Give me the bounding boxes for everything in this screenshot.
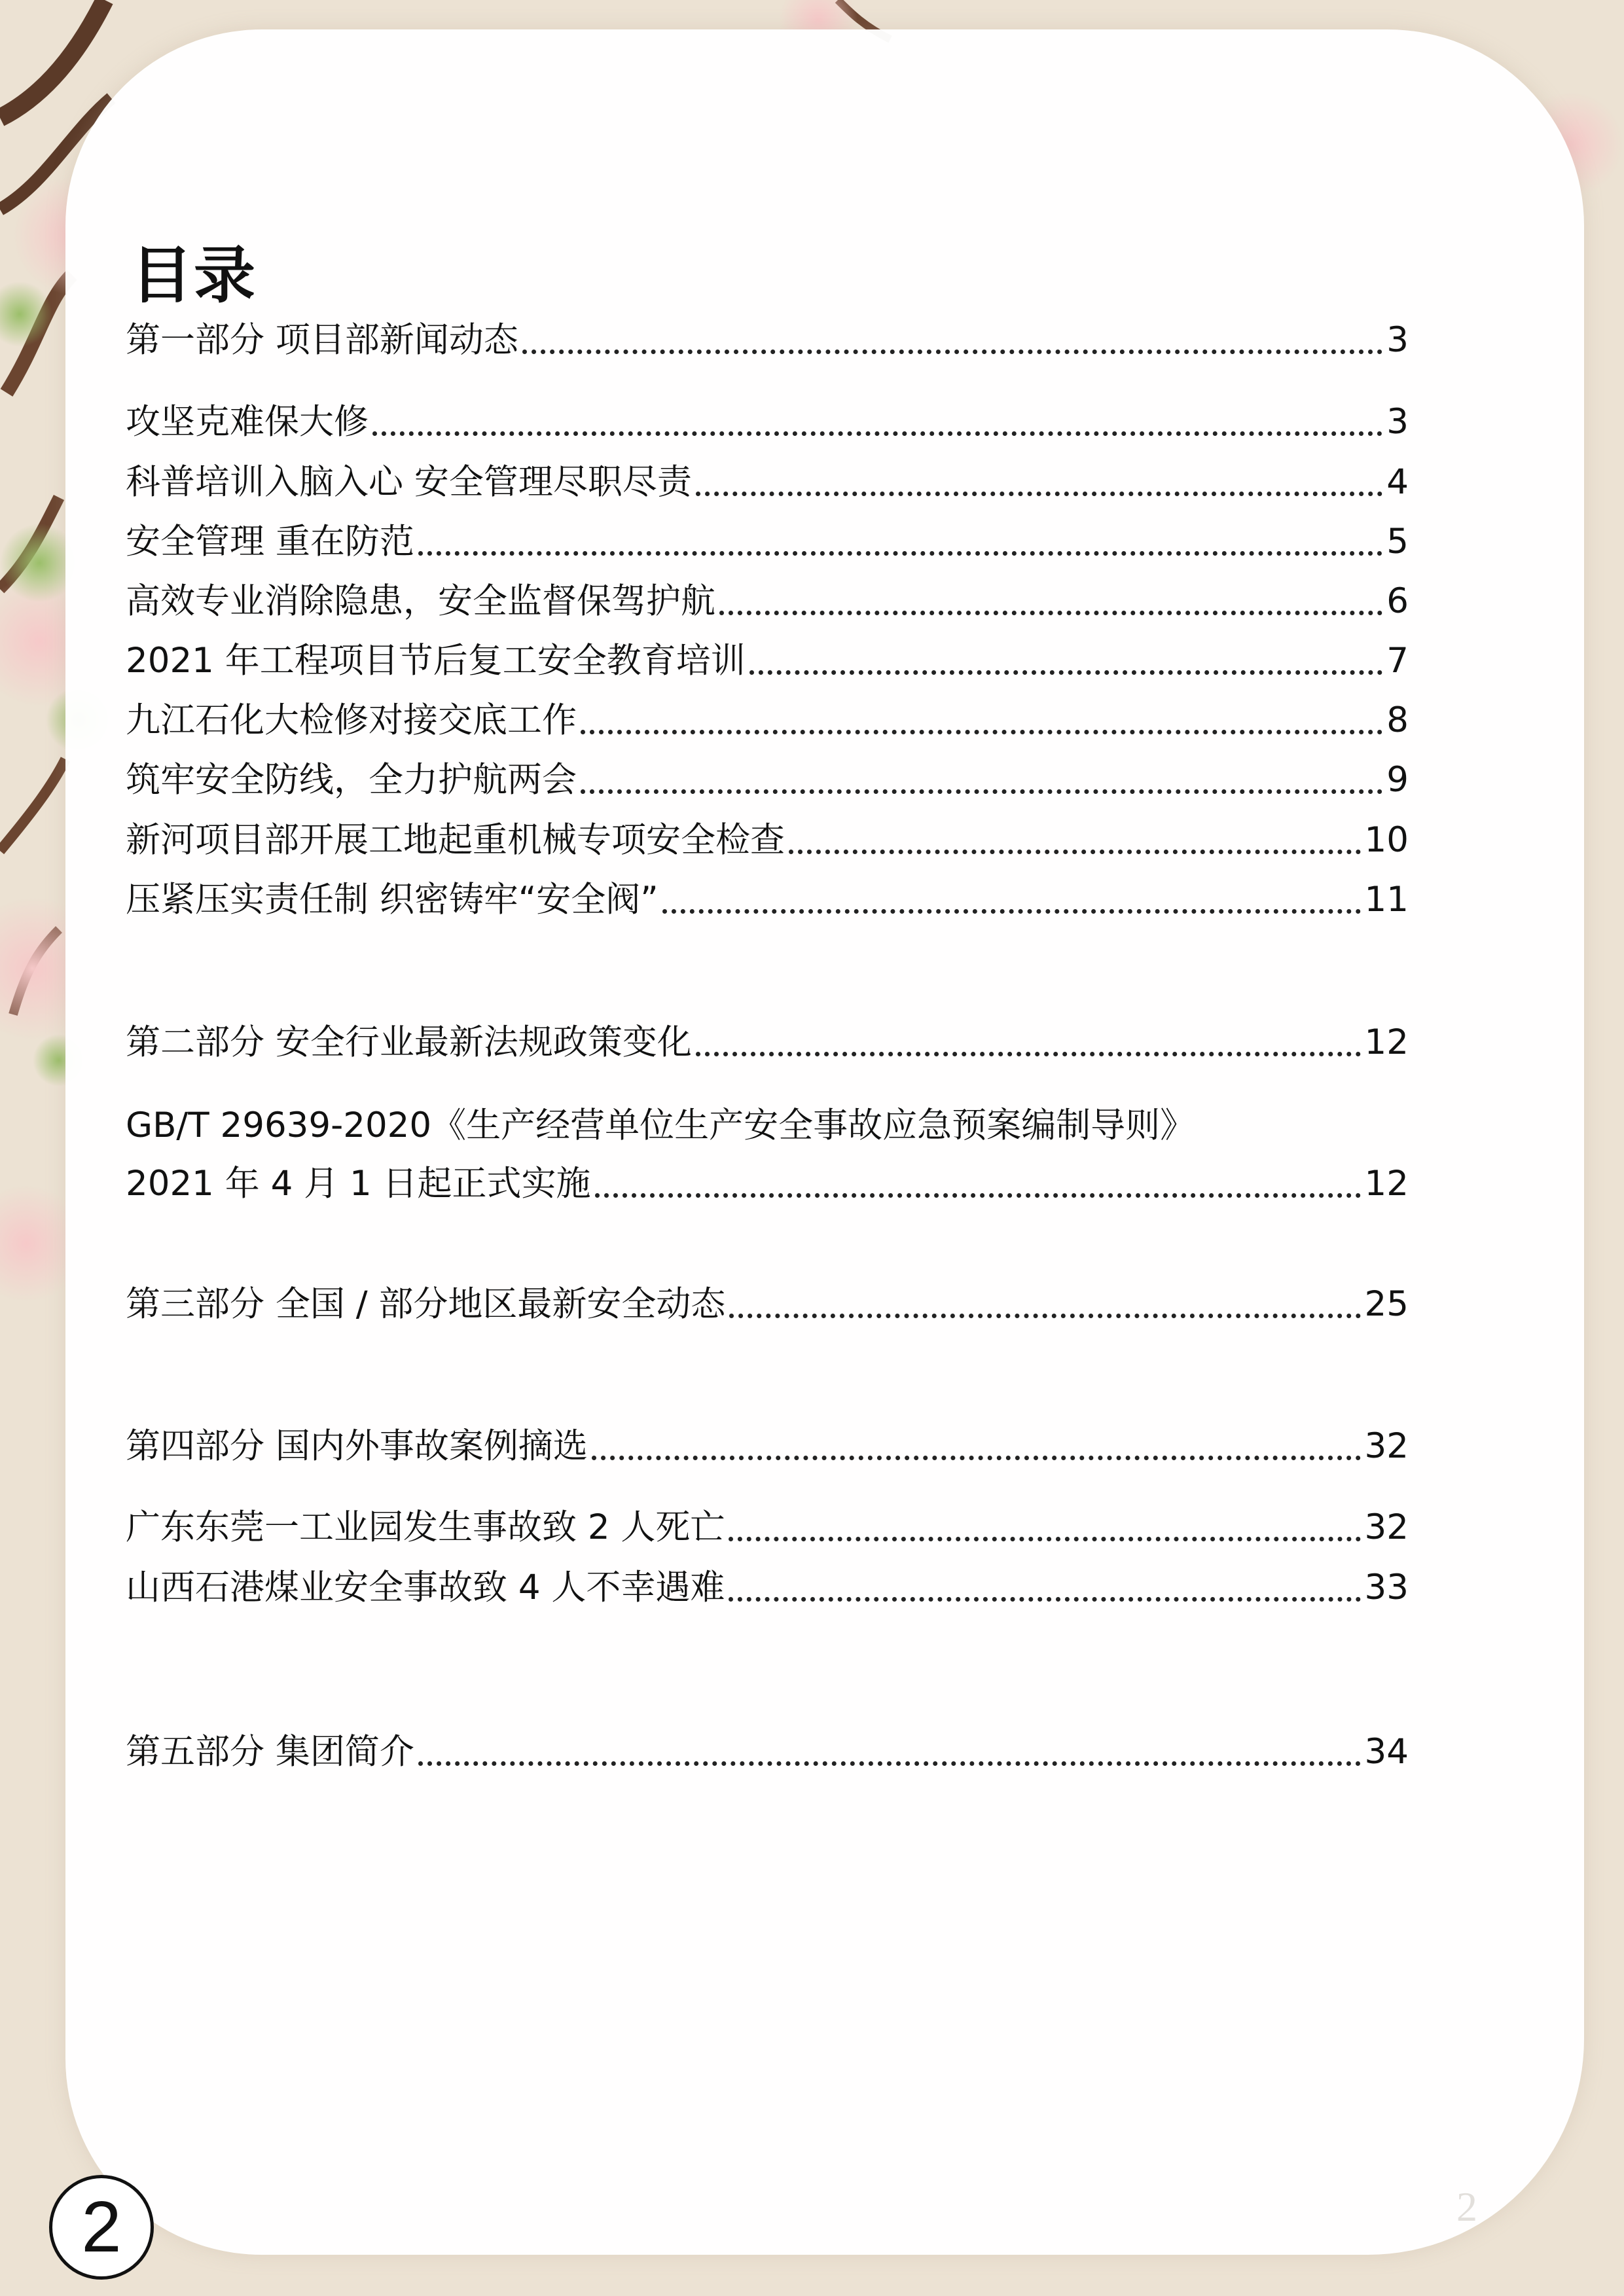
toc-entry[interactable] [126,817,1409,863]
toc-leader-dots [696,1052,1361,1056]
toc-entry-page: 3 [1386,320,1409,360]
toc-leader-dots [418,551,1382,556]
toc-leader-dots [729,1314,1360,1318]
toc-entry-title: 第三部分 全国 / 部分地区最新安全动态 [126,1284,726,1324]
toc-entry-title: 2021 年工程项目节后复工安全教育培训 [126,641,746,681]
toc-leader-dots [522,350,1382,354]
toc-leader-dots [729,1537,1360,1541]
toc-leader-dots [789,850,1361,854]
toc-entry[interactable] [126,757,1409,803]
toc-leader-dots [581,730,1382,734]
page-title: 目录 [131,240,257,312]
toc-leader-dots [418,1761,1361,1766]
toc-entry[interactable] [126,459,1409,505]
toc-entry-title: 九江石化大检修对接交底工作 [126,700,577,740]
toc-entry[interactable] [126,698,1409,744]
toc-leader-dots [696,492,1382,496]
toc-entry-page: 12 [1364,1164,1409,1204]
toc-entry-title: 第四部分 国内外事故案例摘选 [126,1426,588,1466]
toc-entry-page: 12 [1364,1022,1409,1062]
toc-entry-page: 4 [1386,462,1409,502]
toc-entry[interactable] [126,579,1409,624]
toc-entry[interactable] [126,1161,1409,1207]
toc-entry[interactable] [126,877,1409,923]
toc-entry-title-line1[interactable]: GB/T 29639-2020《生产经营单位生产安全事故应急预案编制导则》 [126,1105,1195,1145]
toc-entry-title: 山西石港煤业安全事故致 4 人不幸遇难 [126,1568,725,1607]
toc-entry-title: 第一部分 项目部新闻动态 [126,320,518,360]
toc-leader-dots [592,1456,1361,1460]
toc-leader-dots [595,1193,1361,1198]
toc-entry-title: 广东东莞一工业园发生事故致 2 人死亡 [126,1507,725,1547]
toc-entry-page: 25 [1364,1284,1409,1324]
toc-entry-part1[interactable] [126,317,1409,363]
toc-entry-page: 11 [1364,880,1409,920]
toc-entry-part2[interactable] [126,1020,1409,1066]
table-of-contents [126,0,1409,2296]
toc-leader-dots [372,431,1382,436]
toc-entry-page: 33 [1364,1568,1409,1607]
toc-entry-part3[interactable] [126,1282,1409,1327]
toc-entry[interactable] [126,399,1409,445]
toc-entry-title: 科普培训入脑入心 安全管理尽职尽责 [126,462,692,502]
toc-leader-dots [729,1597,1360,1602]
toc-entry-page: 32 [1364,1507,1409,1547]
toc-entry-page: 7 [1386,641,1409,681]
toc-entry-title: 攻坚克难保大修 [126,402,369,442]
toc-entry[interactable] [126,1505,1409,1551]
toc-entry-page: 8 [1386,700,1409,740]
toc-leader-dots [719,611,1382,615]
toc-leader-dots [581,789,1382,794]
toc-entry-title: 高效专业消除隐患，安全监督保驾护航 [126,581,715,621]
toc-entry-part4[interactable] [126,1424,1409,1469]
faint-page-number: 2 [1456,2183,1477,2230]
toc-entry-page: 9 [1386,760,1409,800]
toc-entry-title: 安全管理 重在防范 [126,522,414,562]
toc-entry-page: 32 [1364,1426,1409,1466]
toc-entry-page: 34 [1364,1732,1409,1772]
toc-entry-page: 10 [1364,820,1409,860]
toc-entry-page: 5 [1386,522,1409,562]
toc-entry-page: 3 [1386,402,1409,442]
toc-entry[interactable] [126,519,1409,565]
toc-leader-dots [662,909,1361,914]
toc-entry-title: 压紧压实责任制 织密铸牢“安全阀” [126,880,659,920]
toc-entry-part5[interactable] [126,1729,1409,1775]
toc-entry-title: 新河项目部开展工地起重机械专项安全检查 [126,820,785,860]
toc-entry-title: 第五部分 集团简介 [126,1732,414,1772]
toc-leader-dots [749,670,1383,675]
toc-entry-page: 6 [1386,581,1409,621]
toc-entry[interactable] [126,1565,1409,1611]
toc-entry-title: 筑牢安全防线，全力护航两会 [126,760,577,800]
page-number-badge: 2 [49,2175,154,2280]
toc-entry-title: 2021 年 4 月 1 日起正式实施 [126,1164,591,1204]
toc-entry[interactable] [126,638,1409,684]
toc-entry-title: 第二部分 安全行业最新法规政策变化 [126,1022,692,1062]
